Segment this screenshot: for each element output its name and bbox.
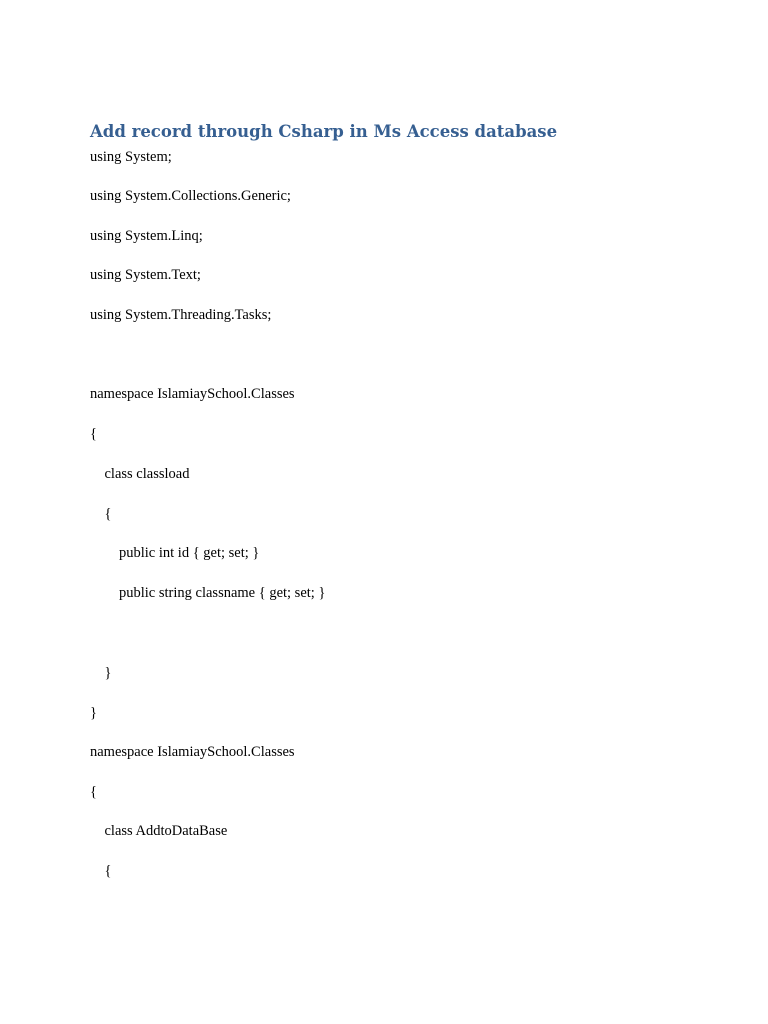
code-line: using System.Linq;: [90, 228, 203, 244]
document-heading: Add record through Csharp in Ms Access database: [90, 122, 558, 141]
code-line: public int id { get; set; }: [90, 545, 260, 561]
code-line: class classload: [90, 466, 190, 482]
code-line: using System.Text;: [90, 267, 201, 283]
code-line: {: [90, 784, 97, 800]
code-line: {: [90, 506, 112, 522]
code-line: {: [90, 863, 112, 879]
code-line: }: [90, 705, 97, 721]
code-line: public string classname { get; set; }: [90, 585, 326, 601]
code-line: {: [90, 426, 97, 442]
code-line: namespace IslamiaySchool.Classes: [90, 744, 295, 760]
code-line: namespace IslamiaySchool.Classes: [90, 386, 295, 402]
code-line: }: [90, 665, 112, 681]
code-line: using System;: [90, 149, 172, 165]
code-line: using System.Collections.Generic;: [90, 188, 291, 204]
code-line: using System.Threading.Tasks;: [90, 307, 272, 323]
code-line: class AddtoDataBase: [90, 823, 228, 839]
